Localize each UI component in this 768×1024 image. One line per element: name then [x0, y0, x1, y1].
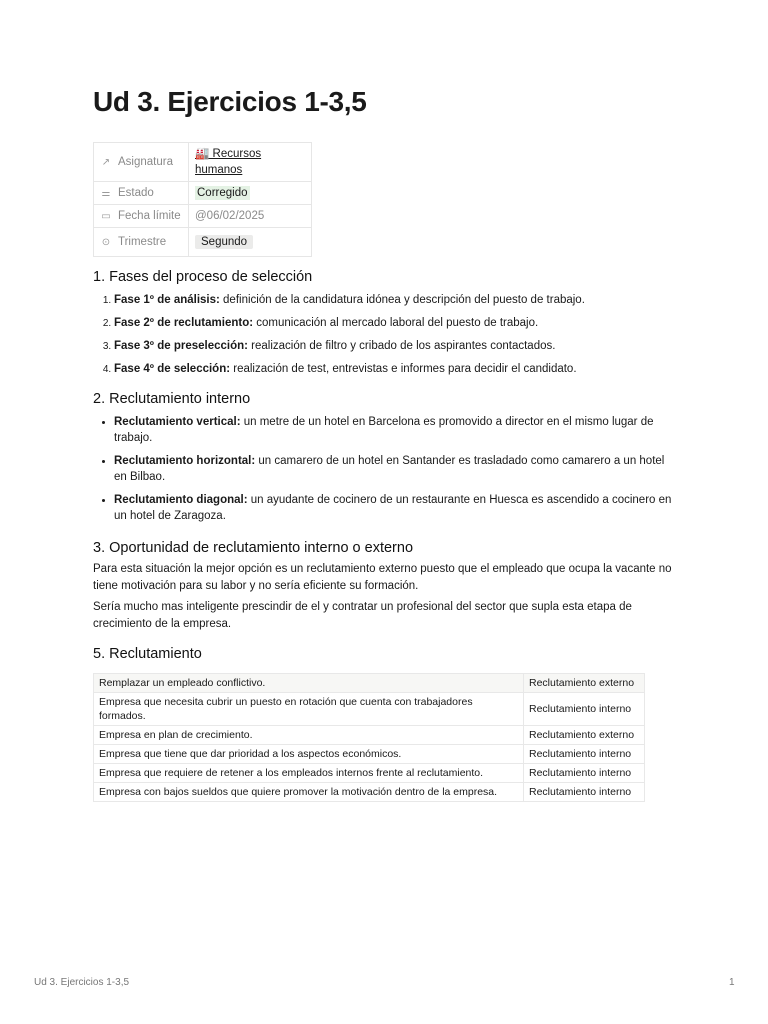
section-fases — [93, 269, 675, 384]
select-icon: ⊙ — [101, 237, 111, 248]
paragraph: Sería mucho mas inteligente prescindir de el y contratar un profesional del sector que supla esta etapa de crecimiento de la empresa. — [93, 601, 632, 630]
list-item: 1. Fase 1º de análisis: definición de la candidatura idónea y descripción del puesto de trabajo. — [114, 292, 675, 308]
status-icon: ⚌ — [101, 188, 111, 199]
list-item: • Reclutamiento horizontal: un camarero de un hotel en Santander es trasladado como camarero a un hotel en Bilbao. — [114, 453, 675, 485]
property-label: ▭ Fecha límite — [94, 205, 189, 228]
list-item: 2. Fase 2º de reclutamiento: comunicación al mercado laboral del puesto de trabajo. — [114, 315, 675, 331]
section-heading: 3. Oportunidad de reclutamiento interno o externo — [93, 540, 414, 556]
property-label: ⚌ Estado — [94, 182, 189, 205]
section-oportunidad — [93, 540, 675, 632]
fases-list — [93, 292, 675, 377]
paragraph: Para esta situación la mejor opción es un reclutamiento externo puesto que el empleado que ocupa la vacante no tiene motivación para su labor y no sería eficiente su formación. — [93, 563, 672, 592]
table-row: Empresa que tiene que dar prioridad a los aspectos económicos. Reclutamiento interno — [94, 745, 645, 764]
property-value-status[interactable]: Corregido — [189, 182, 312, 205]
property-value-link[interactable]: 🏭 Recursos humanos — [189, 143, 312, 182]
arrow-up-right-icon: ↗ — [101, 157, 111, 168]
list-item: • Reclutamiento diagonal: un ayudante de cocinero de un restaurante en Huesca es ascendido a cocinero en un hotel de Zaragoza. — [114, 492, 675, 524]
section-reclutamiento-interno — [93, 391, 675, 531]
property-row-fecha — [94, 205, 312, 228]
properties-table — [93, 142, 312, 257]
list-item: • Reclutamiento vertical: un metre de un hotel en Barcelona es promovido a director en el mismo lugar de trabajo. — [114, 414, 675, 446]
table-row: Empresa que requiere de retener a los empleados internos frente al reclutamiento. Reclutamiento interno — [94, 764, 645, 783]
table-row: Remplazar un empleado conflictivo. Reclutamiento externo — [94, 674, 645, 693]
footer-title: Ud 3. Ejercicios 1-3,5 — [34, 977, 130, 988]
property-label: ⊙ Trimestre — [94, 228, 189, 257]
section-heading: 2. Reclutamiento interno — [93, 391, 251, 407]
property-label: ↗ Asignatura — [94, 143, 189, 182]
section-reclutamiento — [93, 646, 675, 662]
property-value-date[interactable]: @06/02/2025 — [189, 205, 312, 228]
property-row-trimestre — [94, 228, 312, 257]
property-value-select[interactable]: Segundo — [189, 228, 312, 257]
table-row: Empresa en plan de crecimiento. Reclutamiento externo — [94, 726, 645, 745]
table-row: Empresa que necesita cubrir un puesto en rotación que cuenta con trabajadores formados. Reclutamiento interno — [94, 693, 645, 726]
table-row: Empresa con bajos sueldos que quiere promover la motivación dentro de la empresa. Reclutamiento interno — [94, 783, 645, 802]
list-item: 4. Fase 4º de selección: realización de test, entrevistas e informes para decidir el candidato. — [114, 361, 675, 377]
section-heading: 1. Fases del proceso de selección — [93, 269, 313, 285]
page-title: Ud 3. Ejercicios 1-3,5 — [93, 86, 367, 117]
property-row-estado — [94, 182, 312, 205]
section-heading: 5. Reclutamiento — [93, 646, 202, 662]
reclutamiento-list — [93, 414, 675, 524]
calendar-icon: ▭ — [101, 211, 111, 222]
footer-page-number: 1 — [729, 977, 735, 988]
property-row-asignatura — [94, 143, 312, 182]
reclutamiento-table — [93, 673, 645, 802]
list-item: 3. Fase 3º de preselección: realización de filtro y cribado de los aspirantes contactados. — [114, 338, 675, 354]
